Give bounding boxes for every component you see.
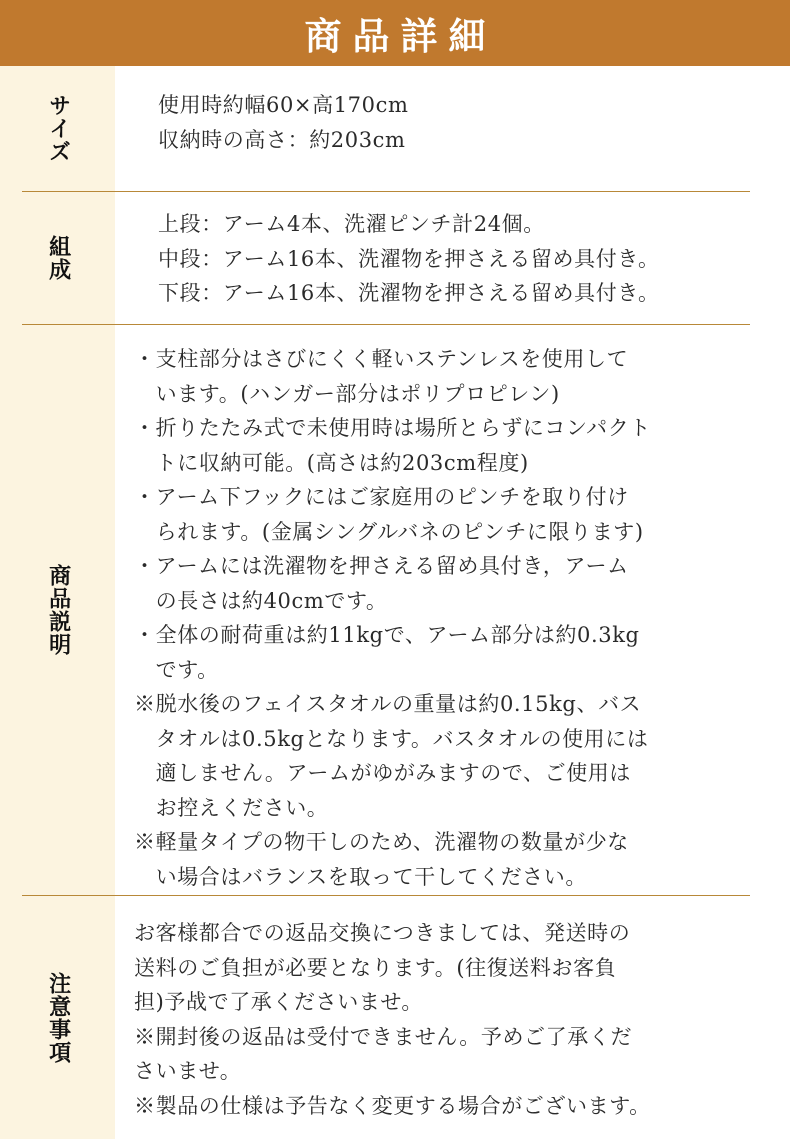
size-label: サイズ [45, 94, 71, 163]
description-line: ※脱水後のフェイスタオルの重量は約0.15kg、バス [134, 692, 642, 716]
description-line: います。(ハンガー部分はポリプロピレン) [134, 381, 560, 406]
notes-label: 注意事項 [45, 971, 71, 1064]
composition-line: 下段：アーム16本、洗濯物を押さえる留め具付き。 [158, 281, 660, 305]
notes-line: 送料のご負担が必要となります。(往復送料お客負 [134, 955, 617, 980]
description-line: 適しません。アームがゆがみますので、ご使用は [134, 761, 632, 785]
composition-lines [158, 207, 660, 311]
description-lines [134, 342, 651, 894]
description-line: い場合はバランスを取って干してください。 [134, 864, 587, 889]
description-line: です。 [134, 657, 219, 682]
description-label: 商品説明 [45, 564, 71, 656]
composition-line: 中段：アーム16本、洗濯物を押さえる留め具付き。 [158, 246, 660, 271]
composition-line: 上段：アーム4本、洗濯ピンチ計24個。 [158, 212, 545, 236]
size-line: 収納時の高さ：約203cm [158, 127, 406, 152]
description-line: ・全体の耐荷重は約11kgで、アーム部分は約0.3kg [134, 623, 640, 647]
page-header [0, 0, 790, 66]
description-line: ・折りたたみ式で未使用時は場所とらずにコンパクト [134, 416, 651, 440]
notes-lines [134, 916, 651, 1123]
notes-line: さいませ。 [134, 1059, 242, 1083]
composition-section [0, 192, 790, 324]
size-section [0, 66, 790, 191]
composition-label: 組成 [45, 235, 71, 281]
notes-section [0, 896, 790, 1139]
description-section [0, 325, 790, 895]
description-line: トに収納可能。(高さは約203cm程度) [134, 450, 529, 475]
page-title: 商品詳細 [304, 15, 497, 58]
description-line: の長さは約40cmです。 [134, 588, 388, 613]
description-line: ・アームには洗濯物を押さえる留め具付き，アーム [134, 554, 629, 578]
notes-line: ※製品の仕様は予告なく変更する場合がございます。 [134, 1093, 651, 1118]
description-line: ・支柱部分はさびにくく軽いステンレスを使用して [134, 347, 629, 371]
description-line: お控えください。 [134, 795, 329, 820]
description-line: ※軽量タイプの物干しのため、洗濯物の数量が少な [134, 830, 629, 854]
size-line: 使用時約幅60×高170cm [158, 93, 409, 117]
notes-line: お客様都合での返品交換につきましては、発送時の [134, 921, 631, 945]
description-line: タオルは0.5kgとなります。バスタオルの使用には [134, 726, 649, 751]
notes-line: ※開封後の返品は受付できません。予めご了承くだ [134, 1024, 633, 1049]
notes-line: 担)予战で了承くださいませ。 [134, 990, 423, 1014]
description-line: られます。(金属シングルバネのピンチに限ります) [134, 519, 644, 544]
description-line: ・アーム下フックにはご家庭用のピンチを取り付け [134, 485, 629, 509]
size-lines [158, 88, 408, 157]
